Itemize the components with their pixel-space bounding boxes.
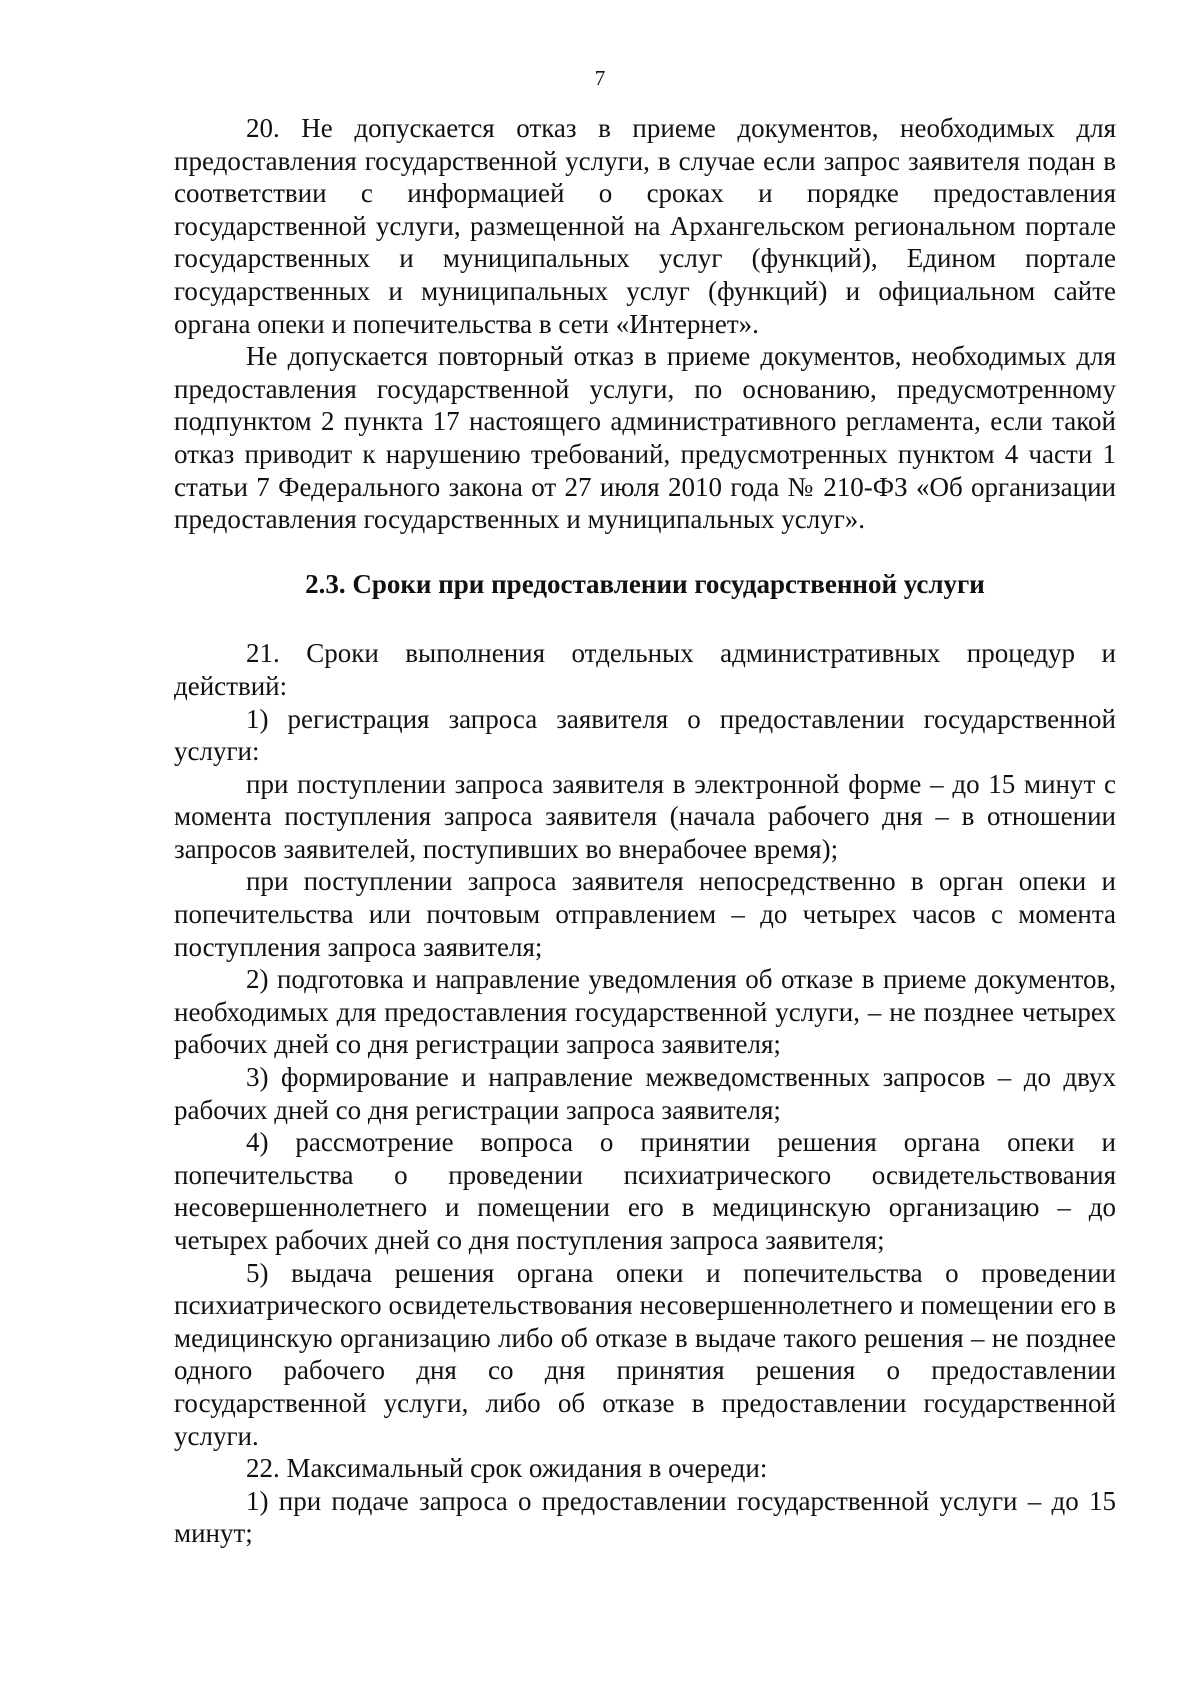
paragraph-22-intro: 22. Максимальный срок ожидания в очереди: [246, 1453, 768, 1484]
paragraph-21-item-4: 4) рассмотрение вопроса о принятии решения органа опеки и попечительства о проведении психиатрического освидетельствования несовершеннолетнего и помещении его в медицинскую организацию – до четырех рабочих дней со дня поступления запроса заявителя; [174, 1127, 1116, 1255]
paragraph-20-repeat-refusal: Не допускается повторный отказ в приеме документов, необходимых для предоставления государственной услуги, по основанию, предусмотренному подпунктом 2 пункта 17 настоящего административного регламента, если такой отказ приводит к нарушению требований, предусмотренных пунктом 4 части 1 статьи 7 Федерального закона от 27 июля 2010 года № 210-ФЗ «Об организации предоставления государственных и муниципальных услуг». [174, 341, 1116, 535]
paragraph-21-item-2: 2) подготовка и направление уведомления об отказе в приеме документов, необходимых для предоставления государственной услуги, – не позднее четырех рабочих дней со дня регистрации запроса заявителя; [174, 964, 1116, 1060]
paragraph-21-item-3: 3) формирование и направление межведомственных запросов – до двух рабочих дней со дня регистрации запроса заявителя; [174, 1062, 1116, 1125]
paragraph-21-item-1-electronic: при поступлении запроса заявителя в электронной форме – до 15 минут с момента поступления запроса заявителя (начала рабочего дня – в отношении запросов заявителей, поступивших во внерабочее время); [174, 768, 1116, 864]
section-heading: 2.3. Сроки при предоставлении государственной услуги [305, 568, 985, 599]
paragraph-20: 20. Не допускается отказ в приеме документов, необходимых для предоставления государственной услуги, в случае если запрос заявителя подан в соответствии с информацией о сроках и порядке предоставления государственной услуги, размещенной на Архангельском региональном портале государственных и муниципальных услуг (функций), Едином портале государственных и муниципальных услуг (функций) и официальном сайте органа опеки и попечительства в сети «Интернет». [174, 113, 1116, 339]
paragraph-22-item-1: 1) при подаче запроса о предоставлении государственной услуги – до 15 минут; [174, 1485, 1116, 1549]
paragraph-21-intro: 21. Сроки выполнения отдельных административных процедур и действий: [174, 638, 1116, 701]
document-body [174, 112, 1116, 1550]
paragraph-21-item-5: 5) выдача решения органа опеки и попечительства о проведении психиатрического освидетельствования несовершеннолетнего и помещении его в медицинскую организацию либо об отказе в выдаче такого решения – не позднее одного рабочего дня со дня принятия решения о предоставлении государственной услуги, либо об отказе в предоставлении государственной услуги. [174, 1257, 1116, 1451]
paragraph-21-item-1: 1) регистрация запроса заявителя о предоставлении государственной услуги: [174, 703, 1116, 767]
paragraph-21-item-1-direct: при поступлении запроса заявителя непосредственно в орган опеки и попечительства или почтовым отправлением – до четырех часов с момента поступления запроса заявителя; [174, 866, 1116, 962]
page-number: 7 [594, 66, 606, 90]
